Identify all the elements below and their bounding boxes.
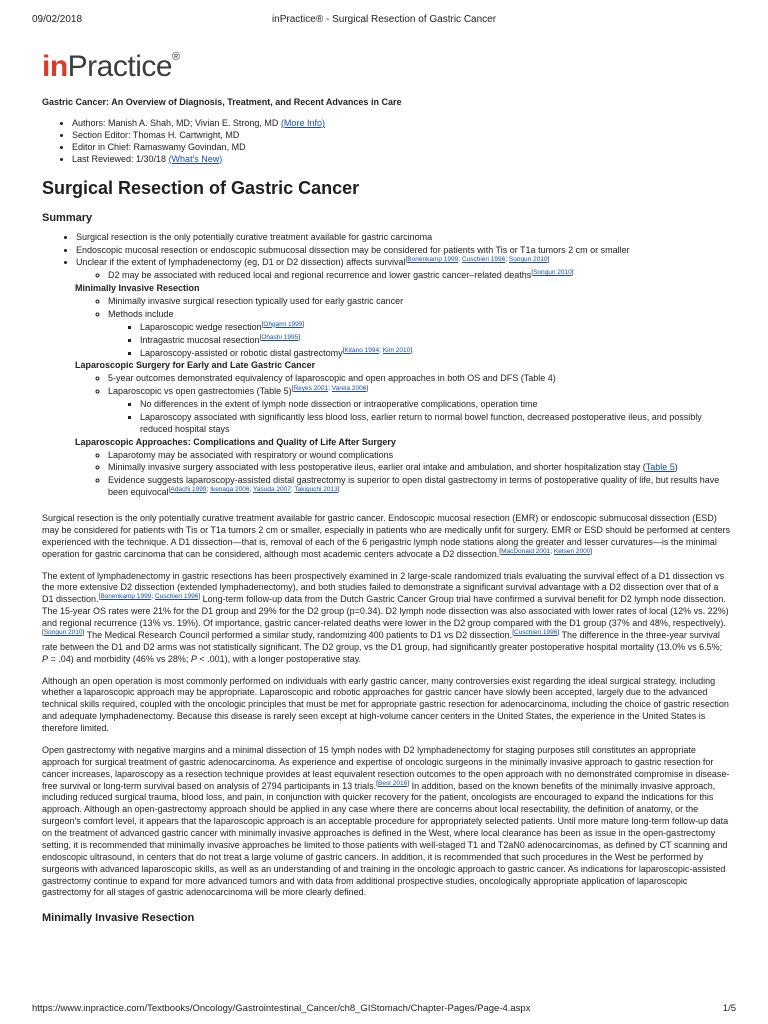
- ref-link[interactable]: Ohgami 1999: [263, 320, 303, 328]
- bullet-text: Evidence suggests laparoscopy-assisted distal gastrectomy is superior to open distal gastrectomy in terms of postoperative quality of life, but results have been equivocal: [108, 475, 720, 498]
- summary-subbullet: ◦ Evidence suggests laparoscopy-assisted distal gastrectomy is superior to open distal gastrectomy in terms of postoperative quality of life, but results have been equivocal[Adachi 1999; Ikenaga 2006; Yasuda 2007; Takiguchi 2013]: [108, 475, 730, 499]
- paragraph-text: In addition, based on the known benefits of the minimally invasive approach, including reduced surgical trauma, blood loss, and pain, in conjunction with quicker recovery for the patient, oncologists are encouraged to expand the indications for this approach. Although an open-gastrectomy approach should be applied in any case where there are concerns about local resectability, the definition of anatomy, or the surgeon's comfort level, it appears that the laparoscopic approach is an acceptable procedure for appropriately selected patients. Until more mature long-term follow-up data on the treatment of advanced gastric cancer with minimally invasive approaches is defined in the West, where local clearance has been as issue in the open-gastrectomy setting, it is recommended that minimally invasive approaches be limited to those patients with well-staged T1 and T2aN0 adenocarcinomas, as defined by CT scanning and endoscopic ultrasound, in centers that do not treat a large volume of gastric cancers. In addition, it is recommended that such procedures in the West be performed by surgeons with advanced laparoscopic skills, as well as an understanding of and training in the oncologic approach to gastric cancer. As indications for laparoscopic-assisted gastrectomy continue to expand for more advanced tumors and with data from additional prospective studies, oncologically appropriate application of laparoscopic gastrectomy for all stages of gastric adenocarcinoma will be more clearly defined.: [42, 780, 729, 898]
- paragraph-text: Open gastrectomy with negative margins and a minimal dissection of 15 lymph nodes with D2 lymphadenectomy for staging purposes still constitutes an appropriate approach for surgical treatment of gastric adenocarcinoma. As experience and expertise of oncologic surgeons in the minimally invasive approach to gastric resection for cancer increases, laparoscopy as a resection technique provides at least equivalent resection outcomes to the open approach with no demonstrated compromise in disease-free survival or long-term survival based on analysis of 2794 participants in 13 trials.: [42, 744, 730, 791]
- p-value-symbol: P: [190, 653, 197, 664]
- paragraph-text: The Medical Research Council performed a similar study, randomizing 400 patients to D1 vs D2 dissection.: [84, 629, 513, 640]
- ref-link[interactable]: Varela 2006: [331, 385, 367, 393]
- ref-link[interactable]: Cuschieri 1996: [154, 593, 199, 601]
- summary-subbullet: ◦ 5-year outcomes demonstrated equivalency of laparoscopic and open approaches in both OS and DFS (Table 4): [108, 373, 730, 385]
- ref-link[interactable]: MacDonald 2001: [501, 547, 551, 555]
- logo-in: in: [42, 50, 68, 83]
- authors-text: Authors: Manish A. Shah, MD; Vivian E. Strong, MD: [72, 117, 281, 128]
- bullet-text: Laparoscopic wedge resection: [140, 321, 262, 332]
- ref-link[interactable]: Takiguchi 2013: [294, 486, 338, 494]
- ref-link[interactable]: Cuschieri 1996: [461, 256, 506, 264]
- book-title: Gastric Cancer: An Overview of Diagnosis, Treatment, and Recent Advances in Care: [42, 97, 402, 107]
- logo-registered-mark: ®: [172, 51, 180, 63]
- meta-authors: [72, 118, 730, 130]
- subsection-label: Laparoscopic Approaches: Complications and Quality of Life After Surgery: [75, 436, 396, 447]
- summary-subbullet: ◦ Minimally invasive surgical resection typically used for early gastric cancer: [108, 296, 730, 308]
- body-paragraph: Surgical resection is the only potentially curative treatment available for gastric cancer. Endoscopic mucosal resection (EMR) or endoscopic submucosal dissection (ESD) may be considered for patients with Tis or T1a tumors 2 cm or smaller, especially in patients who are medically unfit for surgery. EMR or ESD should be performed at centers experienced with the technique. A D1 dissection—that is, removal of each of the 6 perigastric lymph node stations along the greater and lesser curvatures—is the minimal operation for gastric carcinoma that can be considered, although most academic centers advocate a D2 dissection.[MacDonald 2001; Ketsen 2000]: [42, 513, 730, 559]
- paragraph-text: The difference in the three-year survival rate between the D1 and D2 arms was not statistically significant. The D2 group, vs the D1 group, had significantly greater postoperative hospital mortality (13.0% vs 6.5%;: [42, 629, 723, 652]
- ref-link[interactable]: Bonenkamp 1999: [100, 593, 152, 601]
- summary-block: [42, 232, 730, 499]
- logo-practice: Practice: [67, 50, 173, 83]
- summary-list: [42, 232, 730, 270]
- print-date: 09/02/2018: [32, 14, 83, 25]
- summary-subbullet: ◦ Methods include: [108, 309, 730, 321]
- summary-heading: Summary: [42, 212, 93, 225]
- inpractice-logo[interactable]: [42, 52, 180, 82]
- ref-link[interactable]: Adachi 1999: [170, 486, 207, 494]
- paragraph-text: The extent of lymphadenectomy in gastric resections has been prospectively examined in 2 large-scale randomized trials evaluating the survival effect of a D1 dissection vs the more extensive D2 dissection (extended lymphadenectomy), and both studies failed to demonstrate a significant survival advantage with a D2 dissection over that of a D1 dissection.: [42, 570, 725, 605]
- summary-subbullet: ◦ Laparotomy may be associated with respiratory or wound complications: [108, 450, 730, 462]
- summary-subbullet: ◦ Laparoscopic vs open gastrectomies (Table 5)[Reyes 2001; Varela 2006]: [108, 386, 730, 398]
- meta-list: [42, 118, 730, 166]
- body-paragraph: Open gastrectomy with negative margins and a minimal dissection of 15 lymph nodes with D2 lymphadenectomy for staging purposes still constitutes an appropriate approach for surgical treatment of gastric adenocarcinoma. As experience and expertise of oncologic surgeons in the minimally invasive approach to gastric resection for cancer increases, laparoscopy as a resection technique provides at least equivalent resection outcomes to the open approach with no demonstrated compromise in disease-free survival or long-term survival based on analysis of 2794 participants in 13 trials.[Best 2016] In addition, based on the known benefits of the minimally invasive approach, including reduced surgical trauma, blood loss, and pain, in conjunction with quicker recovery for the patient, oncologists are encouraged to expand the indications for this approach. Although an open-gastrectomy approach should be applied in any case where there are concerns about local resectability, the definition of anatomy, or the surgeon's comfort level, it appears that the laparoscopic approach is an acceptable procedure for appropriately selected patients. Until more mature long-term follow-up data on the treatment of advanced gastric cancer with minimally invasive approaches is defined in the West, where local clearance has been as issue in the open-gastrectomy setting, it is recommended that minimally invasive approaches be limited to those patients with well-staged T1 and T2aN0 adenocarcinomas, as defined by CT scanning and endoscopic ultrasound, in centers that do not treat a large volume of gastric cancers. In addition, it is recommended that such procedures in the West be performed by surgeons with advanced laparoscopic skills, as well as an understanding of and training in the oncologic approach to gastric cancer. As indications for laparoscopic-assisted gastrectomy continue to expand for more advanced tumors and with data from additional prospective studies, oncologically appropriate application of laparoscopic gastrectomy for all stages of gastric adenocarcinoma will be more clearly defined.: [42, 744, 730, 898]
- body-paragraph: The extent of lymphadenectomy in gastric resections has been prospectively examined in 2 large-scale randomized trials evaluating the survival effect of a D1 dissection vs the more extensive D2 dissection (extended lymphadenectomy), and both studies failed to demonstrate a significant survival advantage with a D2 dissection over that of a D1 dissection.[Bonenkamp 1999; Cuschieri 1996] Long-term follow-up data from the Dutch Gastric Cancer Group trial have confirmed a survival benefit for D2 lymph node dissection. The 15-year OS rates were 21% for the D1 group and 29% for the D2 group (p=0.34). D2 lymph node dissection was also associated with lower rates of local (12% vs. 22%) and regional recurrence (13% vs. 19%). Of importance, gastric cancer-related deaths were lower in the D2 group compared with the D1 group (37% and 48%, respectively).[Songun 2010] The Medical Research Council performed a similar study, randomizing 400 patients to D1 vs D2 dissection.[Cuschieri 1996] The difference in the three-year survival rate between the D1 and D2 arms was not statistically significant. The D2 group, vs the D1 group, had significantly greater postoperative hospital mortality (13.0% vs 6.5%; P = .04) and morbidity (46% vs 28%; P < .001), with a longer postoperative stay.: [42, 570, 729, 664]
- bullet-text-end: ): [674, 462, 678, 473]
- mir-list: [42, 296, 730, 321]
- ref-link[interactable]: Songun 2010: [43, 628, 83, 636]
- ref-link[interactable]: Kitano 1994: [344, 346, 380, 354]
- ref-link[interactable]: Bonenkamp 1999: [407, 256, 459, 264]
- bullet-text: Intragastric mucosal resection: [140, 334, 260, 345]
- meta-last-reviewed: [72, 154, 730, 166]
- bullet-text: Unclear if the extent of lymphadenectomy (eg, D1 or D2 dissection) affects survival: [76, 257, 406, 268]
- body-paragraph: Although an open operation is most commonly performed on individuals with early gastric cancer, many controversies exist regarding the ideal surgical strategy, including whether a laparoscopic approach may be appropriate. Laparoscopic and robotic approaches for gastric cancer have slowly been accepted, largely due to the advanced technical skills required, coupled with the oncologic principles that must be met for appropriate gastric resection for adenocarcinoma, including the choice of gastric resection and adequate lymphadenectomy. Because this disease is rarely seen except at high-volume cancer centers in the United States, the experience in the United States is therefore limited.: [42, 675, 729, 734]
- ref-link[interactable]: Reyes 2001: [293, 385, 329, 393]
- summary-sublist: [42, 270, 730, 282]
- table-link[interactable]: Table 5: [645, 462, 675, 473]
- section-heading: Minimally Invasive Resection: [42, 912, 195, 925]
- comp-list: [42, 450, 730, 500]
- paragraph-text: Long-term follow-up data from the Dutch Gastric Cancer Group trial have confirmed a survival benefit for D2 lymph node dissection. The 15-year OS rates were 21% for the D1 group and 29% for the D2 group (p=0.34). D2 lymph node dissection was also associated with lower rates of local (12% vs. 22%) and regional recurrence (13% vs. 19%). Of importance, gastric cancer-related deaths were lower in the D2 group compared with the D1 group (37% and 48%, respectively).: [42, 594, 729, 629]
- last-reviewed-text: Last Reviewed: 1/30/18: [72, 153, 169, 164]
- lap-sublist: [42, 399, 730, 436]
- ref-link[interactable]: Best 2016: [377, 779, 408, 787]
- bullet-text: Laparoscopic vs open gastrectomies (Table 5): [108, 386, 292, 397]
- ref-link[interactable]: Songun 2010: [508, 256, 548, 264]
- ref-link[interactable]: Ohashi 1995: [261, 333, 299, 341]
- lap-subitem: ▪ Laparoscopy associated with significantly less blood loss, earlier return to normal bowel function, decreased postoperative ileus, and possibly reduced hospital stays: [140, 412, 730, 436]
- ref-link[interactable]: Songun 2010: [533, 269, 572, 277]
- lap-subitem: ▪ No differences in the extent of lymph node dissection or intraoperative complications, operation time: [140, 399, 730, 411]
- lap-list: [42, 373, 730, 398]
- meta-section-editor: • Section Editor: Thomas H. Cartwright, MD: [72, 130, 730, 142]
- method-item: ▪ Laparoscopy-assisted or robotic distal gastrectomy[Kitano 1994; Kim 2010]: [140, 348, 730, 360]
- bullet-text: D2 may be associated with reduced local and regional recurrence and lower gastric cancer–related deaths: [108, 270, 532, 281]
- summary-bullet: • Unclear if the extent of lymphadenectomy (eg, D1 or D2 dissection) affects survival[Bonenkamp 1999; Cuschieri 1996; Songun 2010]: [76, 257, 730, 269]
- page-url: https://www.inpractice.com/Textbooks/Oncology/Gastrointestinal_Cancer/ch8_GIStomach/Chapter-Pages/Page-4.aspx: [32, 1003, 531, 1014]
- paragraph-text: = .04) and morbidity (46% vs 28%;: [48, 653, 191, 664]
- paragraph-text: < .001), with a longer postoperative stay.: [196, 653, 362, 664]
- bullet-text: Minimally invasive surgery associated with less postoperative ileus, earlier oral intake and ambulation, and shorter hospitalization stay (: [108, 462, 646, 473]
- ref-link[interactable]: Yasuda 2007: [253, 486, 291, 494]
- paragraph-text: Surgical resection is the only potentially curative treatment available for gastric cancer. Endoscopic mucosal resection (EMR) or endoscopic submucosal dissection (ESD) may be considered for patients with Tis or T1a tumors 2 cm or smaller, especially in patients who are medically unfit for surgery. EMR or ESD should be performed at centers experienced with the technique. A D1 dissection—that is, removal of each of the 6 perigastric lymph node stations along the greater and lesser curvatures—is the minimal operation for gastric carcinoma that can be considered, although most academic centers advocate a D2 dissection.: [42, 513, 730, 559]
- subsection-label: Minimally Invasive Resection: [75, 283, 200, 294]
- methods-list: [42, 322, 730, 360]
- summary-bullet: • Endoscopic mucosal resection or endoscopic submucosal dissection may be considered for patients with Tis or T1a tumors 2 cm or smaller: [76, 245, 730, 257]
- ref-link[interactable]: Ikenaga 2006: [210, 486, 250, 494]
- more-info-link[interactable]: (More Info): [280, 117, 325, 128]
- article-content: [42, 97, 730, 926]
- bullet-text: Laparoscopy-assisted or robotic distal gastrectomy: [140, 347, 343, 358]
- method-item: ▪ Laparoscopic wedge resection[Ohgami 1999]: [140, 322, 730, 334]
- page-number: 1/5: [722, 1003, 736, 1014]
- ref-link[interactable]: Ketsen 2000: [553, 547, 591, 555]
- subsection-label: Laparoscopic Surgery for Early and Late Gastric Cancer: [75, 360, 316, 371]
- ref-link[interactable]: Kim 2010: [382, 346, 411, 354]
- whats-new-link[interactable]: (What's New): [168, 153, 223, 164]
- summary-subbullet: ◦ D2 may be associated with reduced local and regional recurrence and lower gastric cancer–related deaths[Songun 2010]: [108, 270, 730, 282]
- ref-link[interactable]: Cuschieri 1996: [514, 628, 558, 636]
- method-item: ▪ Intragastric mucosal resection[Ohashi 1995]: [140, 335, 730, 347]
- page-title: Surgical Resection of Gastric Cancer: [42, 178, 360, 199]
- meta-editor-in-chief: • Editor in Chief: Ramaswamy Govindan, MD: [72, 142, 730, 154]
- summary-bullet: • Surgical resection is the only potentially curative treatment available for gastric carcinoma: [76, 232, 730, 244]
- p-value-symbol: P: [42, 653, 49, 664]
- print-page-title: inPractice® - Surgical Resection of Gastric Cancer: [271, 14, 497, 25]
- summary-subbullet: [108, 462, 730, 474]
